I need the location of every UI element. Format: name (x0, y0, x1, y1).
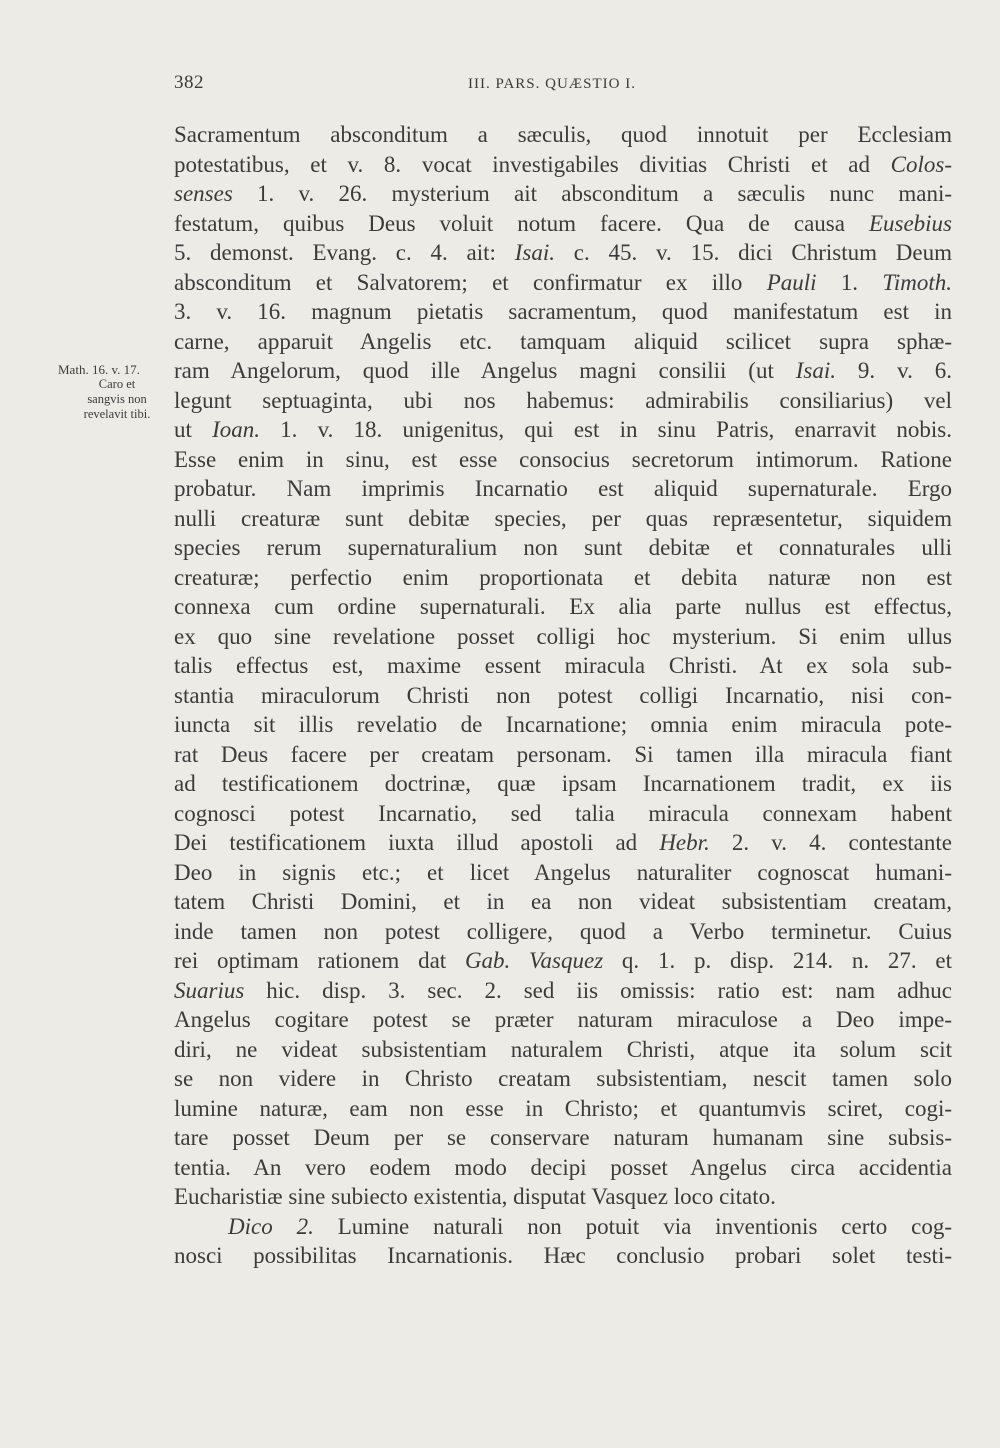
text-line (174, 858, 952, 888)
text-line (174, 1123, 952, 1153)
text-span: Deo in signis etc.; et licet Angelus naturaliter cognoscat humani- (174, 859, 952, 885)
italic-text: Isai. (795, 358, 837, 383)
text-line (174, 356, 952, 386)
text-span: c. 45. v. 15. dici Christum Deum (554, 240, 952, 265)
text-line (174, 681, 952, 711)
text-line (174, 1153, 952, 1183)
text-line (174, 474, 952, 504)
text-line (174, 917, 952, 947)
text-span: 2. v. 4. contestante (709, 830, 952, 855)
text-line (174, 209, 952, 239)
text-span: ut (174, 417, 213, 442)
text-span: 1. (816, 269, 883, 295)
text-span: rei optimam rationem dat (174, 948, 465, 973)
text-span: inde tamen non potest colligere, quod a Verbo terminetur. Cuius (174, 918, 952, 944)
text-span: iuncta sit illis revelatio de Incarnatione; omnia enim miracula pote- (174, 712, 952, 737)
text-line (174, 327, 952, 357)
text-span: tentia. An vero eodem modo decipi posset Angelus circa accidentia (174, 1154, 952, 1180)
italic-text: Isai. (514, 240, 555, 265)
text-span: tare posset Deum per se conservare naturam humanam sine subsis- (174, 1125, 952, 1150)
text-line (174, 769, 952, 799)
margin-note-line: sangvis non (87, 392, 147, 406)
text-span: stantia miraculorum Christi non potest colligi Incarnatio, nisi con- (174, 682, 952, 708)
text-line (174, 238, 952, 268)
text-line (174, 1005, 952, 1035)
text-line (174, 297, 952, 327)
text-span: 5. demonst. Evang. c. 4. ait: (174, 240, 515, 265)
text-span: ex quo sine revelatione posset colligi hoc mysterium. Si enim ullus (174, 623, 952, 649)
margin-note-line: Caro et (98, 377, 136, 391)
text-line (174, 415, 952, 445)
text-span: rat Deus facere per creatam personam. Si tamen illa miracula fiant (174, 741, 952, 767)
italic-text: Suarius (174, 977, 245, 1003)
text-line (174, 976, 952, 1006)
text-line (174, 120, 952, 150)
page-number: 382 (174, 72, 204, 93)
text-span: Sacramentum absconditum a sæculis, quod innotuit per Ecclesiam (174, 122, 952, 147)
text-span: nulli creaturæ sunt debitæ species, per quas repræsentetur, siquidem (174, 505, 952, 531)
text-span: connexa cum ordine supernaturali. Ex alia parte nullus est effectus, (174, 594, 952, 619)
text-span: ram Angelorum, quod ille Angelus magni consilii (ut (174, 358, 796, 383)
italic-text: Dico 2. (228, 1213, 314, 1239)
text-line (174, 622, 952, 652)
text-line (174, 1094, 952, 1124)
italic-text: Timoth. (882, 269, 952, 295)
text-line (174, 740, 952, 770)
text-span: carne, apparuit Angelis etc. tamquam aliquid scilicet supra sphæ- (174, 328, 952, 354)
text-span: absconditum et Salvatorem; et confirmatur ex illo (174, 269, 767, 295)
text-span: cognosci potest Incarnatio, sed talia miracula connexam habent (174, 800, 952, 826)
text-span: potestatibus, et v. 8. vocat investigabiles divitias Christi et ad (174, 151, 891, 177)
text-line (174, 504, 952, 534)
text-line (174, 563, 952, 593)
text-line (174, 1064, 952, 1094)
text-span: 3. v. 16. magnum pietatis sacramentum, quod manifestatum est in (174, 299, 952, 324)
text-span: nosci possibilitas Incarnationis. Hæc conclusio probari solet testi- (174, 1243, 952, 1268)
text-span: Dei testificationem iuxta illud apostoli ad (174, 830, 660, 855)
text-span: Angelus cogitare potest se præter naturam miraculose a Deo impe- (174, 1007, 952, 1032)
text-line (174, 268, 952, 298)
text-span: Lumine naturali non potuit via inventionis certo cog- (313, 1213, 952, 1239)
text-span: lumine naturæ, eam non esse in Christo; et quantumvis sciret, cogi- (174, 1095, 952, 1121)
text-span: tatem Christi Domini, et in ea non videat subsistentiam creatam, (174, 889, 952, 914)
italic-text: Gab. Vasquez (464, 948, 604, 973)
italic-text: Hebr. (659, 830, 710, 855)
text-span: q. 1. p. disp. 214. n. 27. et (603, 948, 952, 973)
text-span: diri, ne videat subsistentiam naturalem Christi, atque ita solum scit (174, 1036, 952, 1062)
margin-note-line: revelavit tibi. (83, 407, 151, 421)
text-span: 1. v. 26. mysterium ait absconditum a sæculis nunc mani- (232, 181, 952, 206)
text-span: festatum, quibus Deus voluit notum facere. Qua de causa (174, 210, 869, 236)
text-line (174, 1212, 952, 1242)
text-span: se non videre in Christo creatam subsistentiam, nescit tamen solo (174, 1066, 952, 1091)
text-span: legunt septuaginta, ubi nos habemus: admirabilis consiliarius) vel (174, 387, 952, 413)
italic-text: senses (174, 181, 233, 206)
text-line (174, 592, 952, 622)
text-line (174, 1035, 952, 1065)
text-line (174, 386, 952, 416)
text-span: Eucharistiæ sine subiecto existentia, disputat Vasquez loco citato. (174, 1184, 776, 1209)
text-line (174, 710, 952, 740)
text-line (174, 799, 952, 829)
text-span: ad testificationem doctrinæ, quæ ipsam Incarnationem tradit, ex iis (174, 771, 952, 796)
text-line (174, 533, 952, 563)
text-line (174, 651, 952, 681)
text-span: 1. v. 18. unigenitus, qui est in sinu Patris, enarravit nobis. (260, 417, 952, 442)
margin-note (58, 362, 176, 422)
text-line (174, 828, 952, 858)
text-line (174, 445, 952, 475)
italic-text: Colos- (890, 151, 952, 177)
text-line (174, 1241, 952, 1271)
text-line (174, 179, 952, 209)
text-line (174, 1182, 952, 1212)
running-head: III. PARS. QUÆSTIO I. (468, 76, 636, 92)
text-span: probatur. Nam imprimis Incarnatio est aliquid supernaturale. Ergo (174, 476, 952, 501)
text-line (174, 150, 952, 180)
text-span: species rerum supernaturalium non sunt debitæ et connaturales ulli (174, 535, 952, 560)
text-span: hic. disp. 3. sec. 2. sed iis omissis: ratio est: nam adhuc (244, 977, 952, 1003)
text-line (174, 887, 952, 917)
text-span: creaturæ; perfectio enim proportionata et debita naturæ non est (174, 564, 952, 590)
margin-reference: Math. 16. v. 17. (58, 362, 140, 377)
text-line (174, 946, 952, 976)
text-span: Esse enim in sinu, est esse consocius secretorum intimorum. Ratione (174, 446, 952, 472)
italic-text: Ioan. (212, 417, 260, 442)
text-span: talis effectus est, maxime essent miracula Christi. At ex sola sub- (174, 653, 952, 678)
italic-text: Pauli (766, 269, 817, 295)
italic-text: Eusebius (868, 210, 952, 236)
body-text (174, 120, 952, 1271)
text-span: 9. v. 6. (836, 358, 952, 383)
